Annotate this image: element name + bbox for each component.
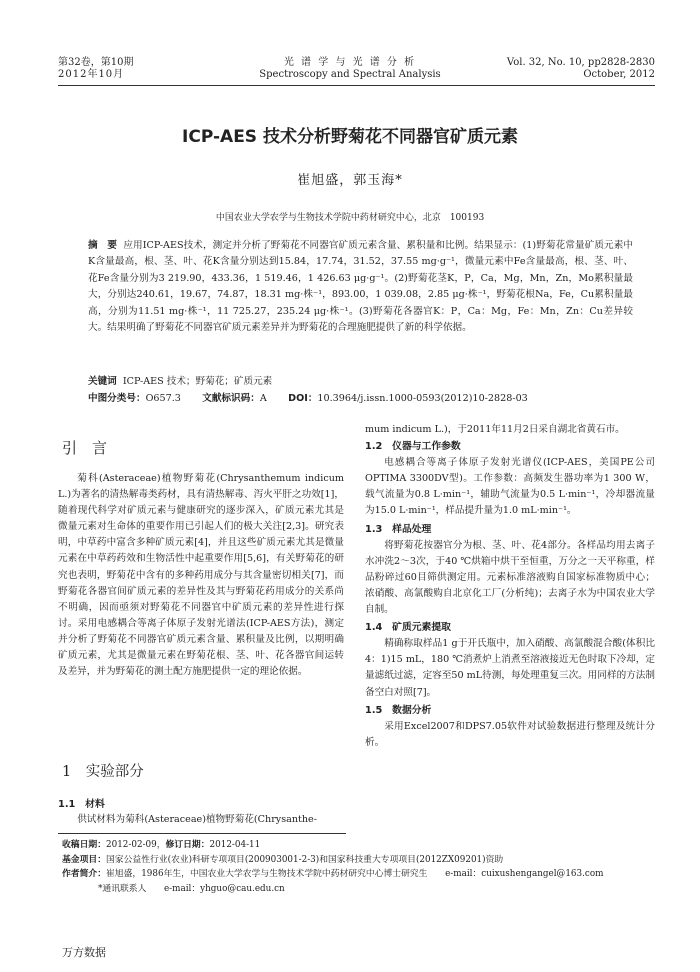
section-1-2-heading: 1.2 仪器与工作参数 <box>365 441 461 453</box>
section-1-2-paragraph: 电感耦合等离子体原子发射光谱仪(ICP-AES，美国PE公司OPTIMA 3300DV型)。工作参数：高频发生器功率为1 300 W，载气流量为0.8 L·min⁻¹，辅助气流量为0.5 L·min⁻¹，冷却器流量为15.0 L·min⁻¹，样品提升量为1.0 mL·min⁻¹。 <box>365 457 655 517</box>
clc-value: O657.3 <box>145 393 181 404</box>
affiliation: 中国农业大学农学与生物技术学院中药材研究中心，北京 100193 <box>215 213 485 223</box>
keywords-line <box>88 373 272 387</box>
doi-value: 10.3964/j.issn.1000-0593(2012)10-2828-03 <box>317 393 528 404</box>
materials-heading: 1.1 材料 <box>58 799 105 810</box>
received-date: 2012-02-09， <box>106 840 166 850</box>
journal-title-en: Spectroscopy and Spectral Analysis <box>259 69 441 80</box>
watermark: 万方数据 <box>62 946 106 959</box>
abstract-label: 摘 要 <box>88 240 118 251</box>
journal-date: 2012年10月 <box>58 69 125 80</box>
journal-title-cn: 光 谱 学 与 光 谱 分 析 <box>283 57 417 68</box>
revised-date: 2012-04-11 <box>209 840 261 850</box>
abstract <box>88 238 633 336</box>
bio-label: 作者简介： <box>62 869 106 879</box>
materials-paragraph: 供试材料为菊科(Asteraceae)植物野菊花(Chrysanthe- <box>77 814 317 825</box>
paper-title: ICP-AES 技术分析野菊花不同器官矿质元素 <box>182 127 518 147</box>
revised-label: 修订日期： <box>165 840 210 850</box>
experimental-heading: 1 实验部分 <box>62 764 144 780</box>
header-right <box>480 57 655 81</box>
corresponding-line: *通讯联系人 e-mail：yhguo@cau.edu.cn <box>98 883 285 894</box>
fund-line <box>62 853 655 868</box>
abstract-text: 应用ICP-AES技术，测定并分析了野菊花不同器官矿质元素含量、累积量和比例。结果显示：(1)野菊花常量矿质元素中K含量最高，根、茎、叶、花K含量分别达到15.84，17.74，31.52，37.55 mg·g⁻¹，微量元素中Fe含量最高，根、茎、叶、花Fe含量分别为3 219.90，433.36，1 519.46，1 426.63 μg·g⁻¹。(2)野菊花茎K，P，Ca，Mg，Mn，Zn，Mo累积量最大，分别达240.61，19.67，74.87，18.31 mg·株⁻¹，893.00，1 039.08，2.85 μg·株⁻¹，野菊花根Na，Fe，Cu累积量最高，分别为11.51 mg·株⁻¹，11 725.27，235.24 μg·株⁻¹。(3)野菊花各器官K：P，Ca：Mg，Fe：Mn，Zn：Cu差异较大。结果明确了野菊花不同器官矿质元素差异并为野菊花的合理施肥提供了新的科学依据。 <box>88 240 633 334</box>
bio-line <box>62 867 655 882</box>
footnote-rule <box>58 833 346 834</box>
journal-volume-issue: 第32卷，第10期 <box>58 57 134 68</box>
clc-label: 中图分类号： <box>88 393 146 404</box>
materials-body <box>58 812 344 828</box>
fund-label: 基金项目： <box>62 854 106 865</box>
keywords-text: ICP-AES 技术；野菊花；矿质元素 <box>122 376 273 387</box>
materials-continued: mum indicum L.)，于2011年11月2日采自湖北省黄石市。 <box>365 424 625 435</box>
intro-heading: 引 言 <box>62 439 108 457</box>
section-1-3-heading: 1.3 样品处理 <box>365 523 432 535</box>
dates-line <box>62 838 655 853</box>
section-1-5-heading: 1.5 数据分析 <box>365 704 432 716</box>
keywords-label: 关键词 <box>88 376 117 387</box>
authors: 崔旭盛，郭玉海* <box>297 173 403 188</box>
intro-paragraph: 菊科(Asteraceae)植物野菊花(Chrysanthemum indicum L.)为著名的清热解毒类药材，具有清热解毒、泻火平肝之功效[1]，随着现代科学对矿质元素与健康研究的逐步深入，矿质元素尤其是微量元素对生命体的重要作用已引起人们的极大关注[2,3]。研究表明，中草药中富含多种矿质元素[4]，并且这些矿质元素尤其是微量元素在中草药药效和生物活性中起重要作用[5,6]，有关野菊花的研究也表明，野菊花中含有的多种药用成分与其含量密切相关[7]，而野菊花各器官间矿质元素的差异性及其与野菊花药用成分的关系尚不明确，因而亟须对野菊花不同器官中矿质元素的差异性进行探讨。采用电感耦合等离子体原子发射光谱法(ICP-AES方法)，测定并分析了野菊花不同器官矿质元素含量、累积量及比例，以期明确矿质元素，尤其是微量元素在野菊花根、茎、叶、花各器官间运转及差异，并为野菊花的测土配方施肥提供一定的理论依据。 <box>58 473 344 678</box>
section-1-4-paragraph: 精确称取样品1 g于开氏瓶中，加入硝酸、高氯酸混合酸(体积比4：1)15 mL，180 ℃消煮炉上消煮至溶液接近无色时取下冷却，定量滤纸过滤，定容至50 mL待测，每处理重复三次。用同样的方法制备空白对照[7]。 <box>365 638 655 698</box>
bio-text: 崔旭盛，1986年生，中国农业大学农学与生物技术学院中药材研究中心博士研究生 e-mail：cuixushengangel@163.com <box>106 869 604 879</box>
footnotes <box>62 838 655 896</box>
section-1-4-heading: 1.4 矿质元素提取 <box>365 622 451 634</box>
journal-vol-pages: Vol. 32, No. 10, pp2828-2830 <box>506 57 655 68</box>
header-rule <box>58 85 655 86</box>
doc-code-value: A <box>259 393 267 404</box>
section-1-3-paragraph: 将野菊花按器官分为根、茎、叶、花4部分。各样品均用去离子水冲洗2～3次，于40 ℃烘箱中烘干至恒重，万分之一天平称重，样品粉碎过60目筛供测定用。元素标准溶液购自国家标准物质中心；浓硝酸、高氯酸购自北京化工厂(分析纯)；去离子水为中国农业大学自制。 <box>365 539 655 616</box>
right-column <box>365 422 655 751</box>
classification-line <box>88 390 528 404</box>
journal-month: October, 2012 <box>583 69 655 80</box>
intro-body <box>58 471 344 680</box>
received-label: 收稿日期： <box>62 840 106 850</box>
doc-code-label: 文献标识码： <box>202 393 260 404</box>
fund-text: 国家公益性行业(农业)科研专项项目(200903001-2-3)和国家科技重大专项项目(2012ZX09201)资助 <box>106 854 504 865</box>
section-1-5-paragraph: 采用Excel2007和DPS7.05软件对试验数据进行整理及统计分析。 <box>365 720 655 748</box>
doi-label: DOI： <box>288 393 318 404</box>
